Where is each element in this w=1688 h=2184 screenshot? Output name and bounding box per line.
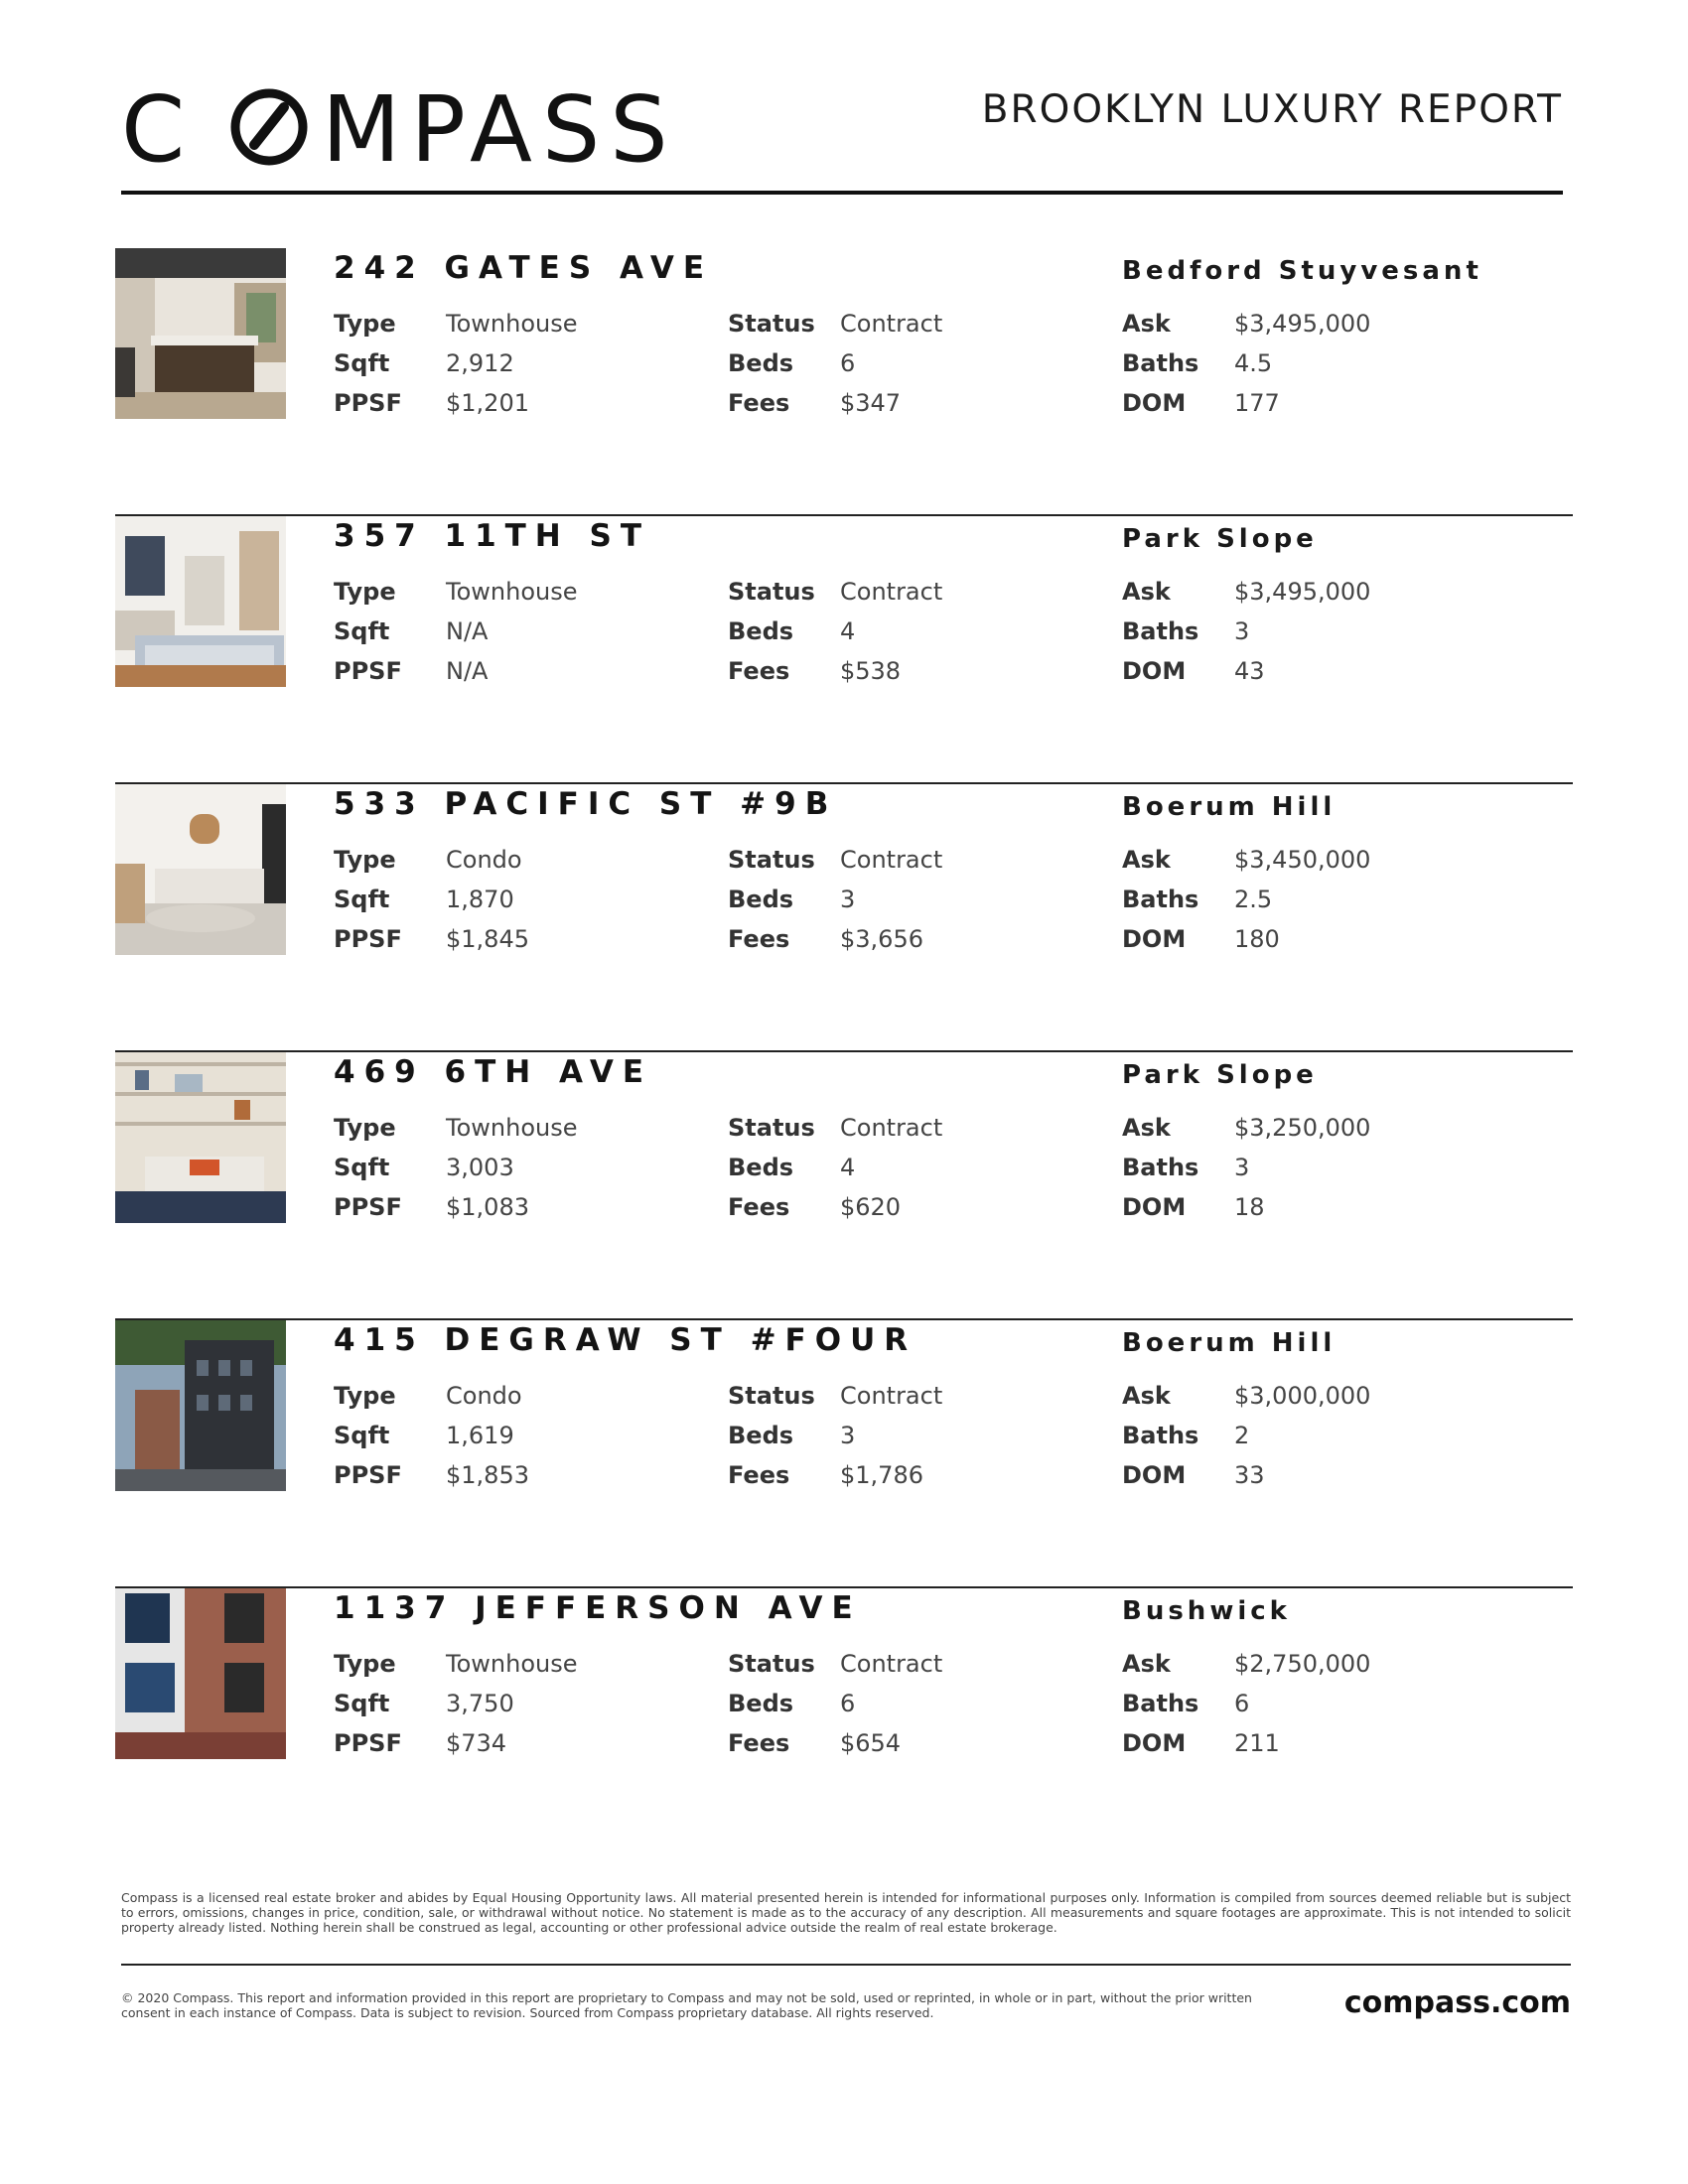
status-label: Status [728,846,815,874]
sqft-value: 2,912 [446,349,514,377]
ppsf-value: $734 [446,1729,507,1757]
dom-value: 180 [1234,925,1280,953]
ppsf-value: $1,083 [446,1193,529,1221]
fees-value: $3,656 [840,925,923,953]
sqft-value: 3,750 [446,1690,514,1717]
listing-address: 469 6TH AVE [334,1054,653,1090]
listing-item [115,784,1573,1052]
sqft-label: Sqft [334,1690,390,1717]
status-value: Contract [840,846,943,874]
baths-value: 3 [1234,1154,1250,1181]
baths-label: Baths [1122,886,1199,913]
sqft-label: Sqft [334,886,390,913]
website-link[interactable]: compass.com [1343,1985,1571,2020]
sqft-label: Sqft [334,349,390,377]
sqft-label: Sqft [334,1422,390,1449]
legal-disclaimer: Compass is a licensed real estate broker and abides by Equal Housing Opportunity laws. All material presented herein is intended for informational purposes only. Information is compiled from sources deemed reliable but is subject to errors, omissions, changes in price, condition, sale, or withdrawal without notice. No statement is made as to the accuracy of any description. All measurements and square footages are approximate. This is not intended to solicit property already listed. Nothing herein shall be construed as legal, accounting or other professional advice outside the realm of real estate brokerage. [121,1890,1571,1935]
listing-item [115,248,1573,516]
ask-value: $3,250,000 [1234,1114,1371,1142]
fees-value: $654 [840,1729,902,1757]
listing-details-middle [728,1108,942,1227]
dom-label: DOM [1122,1461,1187,1489]
listing-details-middle [728,572,942,691]
fees-label: Fees [728,1729,790,1757]
baths-label: Baths [1122,349,1199,377]
sqft-label: Sqft [334,1154,390,1181]
listing-photo [115,248,286,419]
listing-details-right [1122,572,1370,691]
listing-details-right [1122,1644,1370,1763]
report-title: BROOKLYN LUXURY REPORT [981,87,1563,132]
listings-list [115,248,1573,1856]
ask-label: Ask [1122,846,1171,874]
type-value: Townhouse [446,1114,578,1142]
dom-label: DOM [1122,925,1187,953]
status-label: Status [728,1650,815,1678]
sqft-value: 1,870 [446,886,514,913]
status-value: Contract [840,1382,943,1410]
type-label: Type [334,1114,396,1142]
fees-label: Fees [728,925,790,953]
listing-item [115,1320,1573,1588]
status-label: Status [728,310,815,338]
sqft-value: 1,619 [446,1422,514,1449]
fees-value: $1,786 [840,1461,923,1489]
sqft-value: 3,003 [446,1154,514,1181]
ppsf-value: $1,853 [446,1461,529,1489]
ask-value: $3,495,000 [1234,310,1371,338]
type-value: Townhouse [446,578,578,606]
sqft-value: N/A [446,617,489,645]
compass-logo-mark [121,81,737,173]
type-label: Type [334,1650,396,1678]
type-label: Type [334,1382,396,1410]
type-label: Type [334,578,396,606]
status-value: Contract [840,1114,943,1142]
compass-logo [121,81,737,188]
svg-text:MPASS: MPASS [322,81,678,173]
dom-label: DOM [1122,1729,1187,1757]
ppsf-label: PPSF [334,657,402,685]
listing-details-left [334,304,577,423]
status-label: Status [728,1382,815,1410]
listing-neighborhood: Boerum Hill [1122,1328,1336,1358]
ppsf-value: N/A [446,657,489,685]
report-header [121,81,1563,193]
listing-address: 533 PACIFIC ST #9B [334,786,838,822]
listing-neighborhood: Park Slope [1122,524,1318,554]
listing-photo [115,784,286,955]
ppsf-label: PPSF [334,925,402,953]
dom-value: 43 [1234,657,1265,685]
beds-value: 4 [840,1154,856,1181]
type-value: Townhouse [446,1650,578,1678]
listing-photo [115,1320,286,1491]
status-value: Contract [840,310,943,338]
listing-details-left [334,1108,577,1227]
baths-label: Baths [1122,1154,1199,1181]
listing-address: 415 DEGRAW ST #FOUR [334,1322,917,1358]
footer-divider [121,1964,1571,1966]
baths-value: 6 [1234,1690,1250,1717]
beds-label: Beds [728,1422,794,1449]
ask-value: $3,450,000 [1234,846,1371,874]
baths-label: Baths [1122,1422,1199,1449]
listing-details-right [1122,840,1370,959]
type-label: Type [334,310,396,338]
dom-value: 177 [1234,389,1280,417]
ppsf-value: $1,845 [446,925,529,953]
beds-value: 3 [840,1422,856,1449]
beds-label: Beds [728,617,794,645]
beds-label: Beds [728,1154,794,1181]
listing-details-middle [728,840,942,959]
listing-details-right [1122,304,1370,423]
ppsf-label: PPSF [334,1729,402,1757]
status-label: Status [728,1114,815,1142]
sqft-label: Sqft [334,617,390,645]
ask-value: $2,750,000 [1234,1650,1371,1678]
listing-details-middle [728,1376,942,1495]
baths-value: 2.5 [1234,886,1273,913]
dom-label: DOM [1122,1193,1187,1221]
fees-label: Fees [728,1193,790,1221]
baths-label: Baths [1122,617,1199,645]
listing-details-middle [728,1644,942,1763]
type-value: Condo [446,846,522,874]
listing-details-left [334,1644,577,1763]
listing-photo [115,1052,286,1223]
baths-value: 3 [1234,617,1250,645]
ppsf-label: PPSF [334,1193,402,1221]
fees-label: Fees [728,657,790,685]
svg-text:C: C [121,81,196,173]
listing-neighborhood: Boerum Hill [1122,792,1336,822]
baths-value: 4.5 [1234,349,1273,377]
ask-label: Ask [1122,578,1171,606]
beds-value: 6 [840,1690,856,1717]
beds-value: 6 [840,349,856,377]
status-value: Contract [840,578,943,606]
listing-details-right [1122,1108,1370,1227]
ask-label: Ask [1122,310,1171,338]
beds-value: 3 [840,886,856,913]
listing-neighborhood: Park Slope [1122,1060,1318,1090]
fees-value: $538 [840,657,902,685]
dom-value: 33 [1234,1461,1265,1489]
ppsf-label: PPSF [334,389,402,417]
status-label: Status [728,578,815,606]
fees-value: $620 [840,1193,902,1221]
listing-address: 1137 JEFFERSON AVE [334,1590,862,1626]
type-value: Condo [446,1382,522,1410]
ask-value: $3,495,000 [1234,578,1371,606]
beds-label: Beds [728,886,794,913]
listing-item [115,1588,1573,1856]
listing-neighborhood: Bushwick [1122,1596,1291,1626]
ask-value: $3,000,000 [1234,1382,1371,1410]
listing-details-left [334,840,529,959]
ppsf-label: PPSF [334,1461,402,1489]
beds-value: 4 [840,617,856,645]
listing-photo [115,1588,286,1759]
listing-address: 357 11TH ST [334,518,650,554]
dom-value: 211 [1234,1729,1280,1757]
listing-details-right [1122,1376,1370,1495]
type-label: Type [334,846,396,874]
dom-label: DOM [1122,657,1187,685]
beds-label: Beds [728,1690,794,1717]
listing-details-middle [728,304,942,423]
baths-value: 2 [1234,1422,1250,1449]
ask-label: Ask [1122,1114,1171,1142]
listing-photo [115,516,286,687]
ask-label: Ask [1122,1650,1171,1678]
ppsf-value: $1,201 [446,389,529,417]
listing-item [115,1052,1573,1320]
listing-details-left [334,1376,529,1495]
beds-label: Beds [728,349,794,377]
listing-item [115,516,1573,784]
ask-label: Ask [1122,1382,1171,1410]
fees-label: Fees [728,389,790,417]
dom-label: DOM [1122,389,1187,417]
listing-address: 242 GATES AVE [334,250,714,286]
fees-value: $347 [840,389,902,417]
fees-label: Fees [728,1461,790,1489]
status-value: Contract [840,1650,943,1678]
baths-label: Baths [1122,1690,1199,1717]
type-value: Townhouse [446,310,578,338]
listing-neighborhood: Bedford Stuyvesant [1122,256,1482,286]
header-divider [121,191,1563,195]
dom-value: 18 [1234,1193,1265,1221]
listing-details-left [334,572,577,691]
copyright-notice: © 2020 Compass. This report and information provided in this report are proprietary to Compass and may not be sold, used or reprinted, in whole or in part, without the prior written consent in each instance of Compass. Data is subject to revision. Sourced from Compass proprietary database. All rights reserved. [121,1990,1252,2020]
